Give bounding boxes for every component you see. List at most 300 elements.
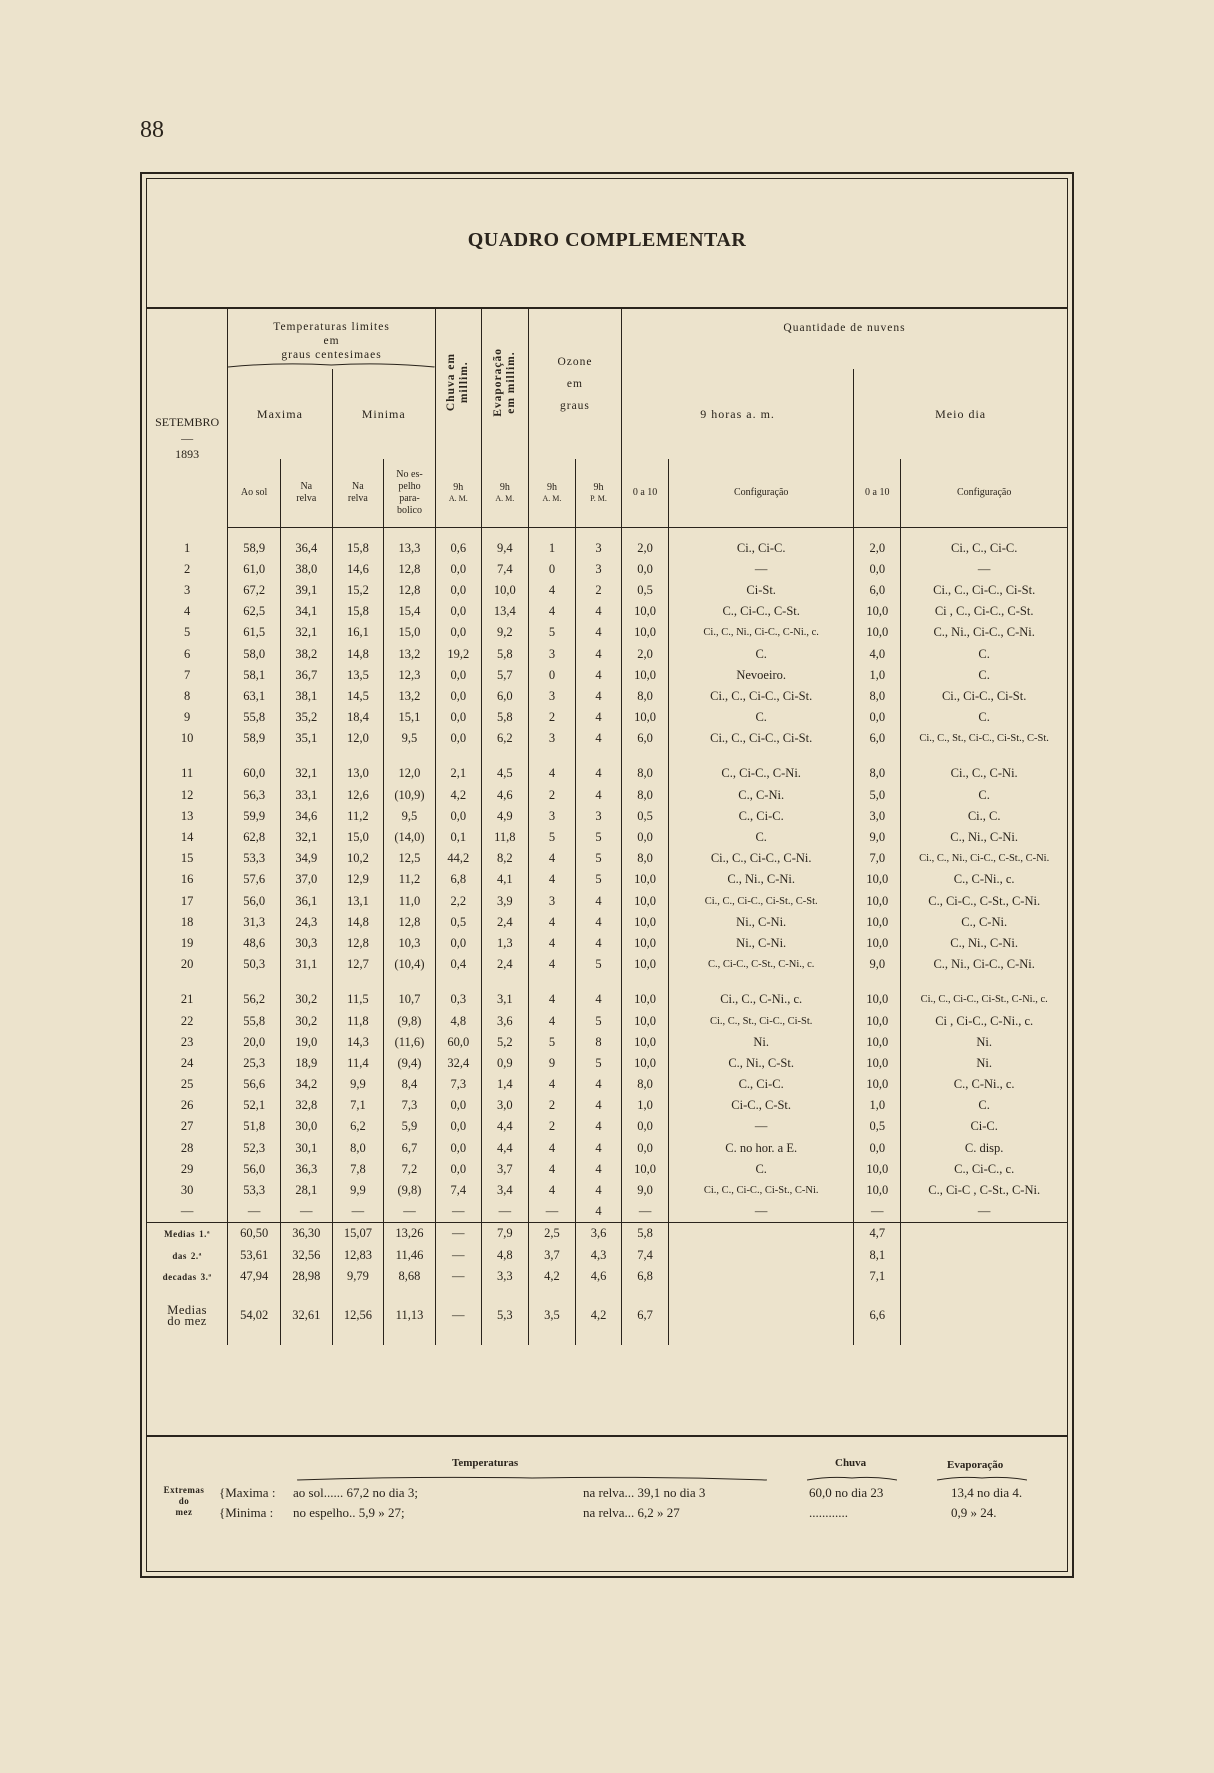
espelho-line-3: para- <box>399 492 420 504</box>
month-cell-ozone-pm: 4,2 <box>576 1301 622 1331</box>
cell-day: 20 <box>180 957 194 972</box>
cell-evaporacao: 3,9 <box>481 891 528 912</box>
gap-cell <box>901 749 1067 763</box>
cell-max-na-relva: 32,1 <box>280 827 332 848</box>
cell-min-espelho: 6,7 <box>384 1138 436 1159</box>
cell-nuvens-meio-dia: 10,0 <box>854 1159 901 1180</box>
cell-max-na-relva: 36,3 <box>280 1159 332 1180</box>
gap-cell <box>901 975 1067 989</box>
cell-nuvens-9h: 0,0 <box>622 827 669 848</box>
table-row <box>147 1010 1067 1031</box>
cell-ozone-pm: 5 <box>576 954 622 975</box>
cell-min-na-relva: 12,7 <box>332 954 384 975</box>
cell-min-na-relva: 13,1 <box>332 891 384 912</box>
cell-max-na-relva: 38,0 <box>280 559 332 580</box>
config-9h-header: Configuração <box>669 459 854 527</box>
gap-cell <box>228 975 281 989</box>
cell-max-ao-sol: 58,9 <box>228 728 281 749</box>
cell-min-espelho: 5,9 <box>384 1116 436 1137</box>
cell-config-meio-dia: — <box>901 559 1067 580</box>
cell-max-na-relva: 30,2 <box>280 989 332 1010</box>
cell-evaporacao: 13,4 <box>481 601 528 622</box>
cell-nuvens-9h: 1,0 <box>622 1095 669 1116</box>
meio-dia-header: Meio dia <box>854 369 1067 459</box>
table-row <box>147 827 1067 848</box>
cell-nuvens-meio-dia: 7,0 <box>854 848 901 869</box>
cell-day: 4 <box>184 604 191 619</box>
cell-min-espelho: 10,3 <box>384 933 436 954</box>
gap-cell <box>280 975 332 989</box>
cell-chuva: 60,0 <box>435 1032 481 1053</box>
gap-cell <box>147 1331 228 1345</box>
cell-min-espelho: 12,8 <box>384 580 436 601</box>
cell-max-ao-sol: 62,5 <box>228 601 281 622</box>
cell-config-meio-dia: Ci., C., St., Ci-C., Ci-St., C-St. <box>901 728 1067 749</box>
decade-average-row <box>147 1223 1067 1245</box>
table-row <box>147 954 1067 975</box>
cell-config-9h: C., C-Ni. <box>669 785 854 806</box>
cell-max-na-relva: 32,1 <box>280 622 332 643</box>
cell-nuvens-meio-dia: 6,0 <box>854 728 901 749</box>
title-box <box>147 179 1067 309</box>
cell-day: 23 <box>180 1034 194 1049</box>
cell-nuvens-meio-dia: 9,0 <box>854 954 901 975</box>
cell-config-9h: Ci., C., Ci-C., Ci-St. <box>669 728 854 749</box>
decade-number: 3.ª <box>200 1271 212 1282</box>
minima-label: {Minima : <box>219 1505 274 1520</box>
cell-ozone-pm: 5 <box>576 1010 622 1031</box>
espelho-header <box>384 459 436 527</box>
cell-max-na-relva: 38,2 <box>280 643 332 664</box>
cell-ozone-pm: 3 <box>576 538 622 559</box>
cell-nuvens-meio-dia: 10,0 <box>854 989 901 1010</box>
gap-cell <box>384 975 436 989</box>
cell-chuva: 0,0 <box>435 728 481 749</box>
cell-ozone-am: 3 <box>528 643 575 664</box>
minima-header: Minima <box>332 369 435 459</box>
cell-config-meio-dia: Ci., C., C-Ni. <box>901 763 1067 784</box>
evap-9h-header <box>481 459 528 527</box>
gap-cell <box>384 749 436 763</box>
cell-chuva: 0,0 <box>435 1159 481 1180</box>
cell-evaporacao: 1,3 <box>481 933 528 954</box>
year-label: 1893 <box>175 447 200 461</box>
minima-evap: 0,9 » 24. <box>951 1505 997 1520</box>
cell-config-9h: Ci., C., Ci-C., C-Ni. <box>669 848 854 869</box>
na-relva-max-line-1: Na <box>300 480 313 492</box>
cell-day: 24 <box>180 1055 194 1070</box>
cell-chuva: 19,2 <box>435 643 481 664</box>
cell-evaporacao: 4,9 <box>481 806 528 827</box>
cell-max-na-relva: 31,1 <box>280 954 332 975</box>
zero-dez-9h-header: 0 a 10 <box>622 459 669 527</box>
cell-chuva: 32,4 <box>435 1053 481 1074</box>
cell-config-meio-dia: Ci., C. <box>901 806 1067 827</box>
cell-ozone-am: 3 <box>528 806 575 827</box>
table-row <box>147 848 1067 869</box>
cell-min-espelho: (10,9) <box>384 785 436 806</box>
cell-nuvens-meio-dia: 10,0 <box>854 622 901 643</box>
summary-cell-ozone-pm: 4,3 <box>576 1245 622 1266</box>
table-row <box>147 1074 1067 1095</box>
cell-config-meio-dia: C. <box>901 643 1067 664</box>
cell-chuva: 0,6 <box>435 538 481 559</box>
cell-nuvens-9h: 9,0 <box>622 1180 669 1201</box>
cell-min-na-relva: 7,8 <box>332 1159 384 1180</box>
summary-cell-evaporacao: 3,3 <box>481 1266 528 1287</box>
cell-min-na-relva: 9,9 <box>332 1074 384 1095</box>
gap-cell <box>435 1331 481 1345</box>
cell-min-na-relva: 11,2 <box>332 806 384 827</box>
cell-day: 21 <box>180 992 194 1007</box>
cell-nuvens-meio-dia: 6,0 <box>854 580 901 601</box>
espelho-line-4: bolico <box>396 504 422 516</box>
cell-min-espelho: 11,0 <box>384 891 436 912</box>
cell-min-espelho: — <box>384 1201 436 1223</box>
cell-ozone-pm: 4 <box>576 1138 622 1159</box>
table-row <box>147 1180 1067 1201</box>
cell-day: 9 <box>184 710 191 725</box>
gap-cell <box>481 1331 528 1345</box>
summary-cell-ozone-pm: 3,6 <box>576 1223 622 1245</box>
cell-max-ao-sol: 61,5 <box>228 622 281 643</box>
gap-cell <box>280 749 332 763</box>
cell-config-9h: Ci., C., Ci-C., Ci-St., C-Ni. <box>669 1180 854 1201</box>
cell-nuvens-9h: 10,0 <box>622 989 669 1010</box>
decade-average-row <box>147 1266 1067 1287</box>
cell-ozone-pm: 5 <box>576 1053 622 1074</box>
decade-label-cell <box>147 1223 228 1245</box>
cell-nuvens-meio-dia: 1,0 <box>854 1095 901 1116</box>
cell-min-espelho: (9,4) <box>384 1053 436 1074</box>
cell-day: 1 <box>184 540 191 555</box>
cell-min-espelho: 13,2 <box>384 643 436 664</box>
medias-das-decadas-word: Medias <box>164 1229 196 1240</box>
summary-cell-chuva: — <box>435 1223 481 1245</box>
cell-ozone-am: 4 <box>528 1180 575 1201</box>
cell-min-na-relva: 10,2 <box>332 848 384 869</box>
cell-ozone-am: 4 <box>528 1159 575 1180</box>
cell-min-espelho: (9,8) <box>384 1180 436 1201</box>
spacer-cell <box>528 527 575 538</box>
cell-config-9h: Ni., C-Ni. <box>669 912 854 933</box>
cell-config-9h: Ci., C., Ni., Ci-C., C-Ni., c. <box>669 622 854 643</box>
cell-min-na-relva: 12,0 <box>332 728 384 749</box>
cell-day: 27 <box>180 1119 194 1134</box>
cell-nuvens-9h: 10,0 <box>622 912 669 933</box>
cell-max-na-relva: 37,0 <box>280 869 332 890</box>
gap-cell <box>228 749 281 763</box>
gap-cell <box>576 975 622 989</box>
cell-min-espelho: 7,2 <box>384 1159 436 1180</box>
cell-ozone-pm: 4 <box>576 1074 622 1095</box>
table-row <box>147 538 1067 559</box>
table-row <box>147 643 1067 664</box>
cell-day: 7 <box>184 667 191 682</box>
cell-day: 6 <box>184 646 191 661</box>
cell-max-ao-sol: 48,6 <box>228 933 281 954</box>
gap-cell <box>622 1331 669 1345</box>
cell-min-espelho: 12,8 <box>384 559 436 580</box>
gap-cell <box>147 749 228 763</box>
cell-ozone-pm: 4 <box>576 891 622 912</box>
cell-config-9h: C., Ci-C. <box>669 806 854 827</box>
ozone-am-label: A. M. <box>542 493 562 503</box>
cell-min-espelho: 13,3 <box>384 538 436 559</box>
cell-chuva: 6,8 <box>435 869 481 890</box>
cell-evaporacao: 2,4 <box>481 954 528 975</box>
zero-dez-meio-header: 0 a 10 <box>854 459 901 527</box>
summary-cell-max-na-relva: 36,30 <box>280 1223 332 1245</box>
cell-chuva: 0,0 <box>435 622 481 643</box>
cell-config-9h: C., Ci-C., C-Ni. <box>669 763 854 784</box>
table-row <box>147 622 1067 643</box>
gap-cell <box>669 749 854 763</box>
gap-cell <box>147 975 228 989</box>
summary-cell-config-9h <box>669 1266 854 1287</box>
espelho-line-1: No es- <box>396 468 423 480</box>
temperaturas-brace <box>297 1475 767 1481</box>
summary-cell-ozone-am: 4,2 <box>528 1266 575 1287</box>
summary-cell-config-meio-dia <box>901 1266 1067 1287</box>
cell-evaporacao: 9,4 <box>481 538 528 559</box>
summary-cell-max-ao-sol: 53,61 <box>228 1245 281 1266</box>
cell-config-9h: C. <box>669 1159 854 1180</box>
gap-cell <box>854 1287 901 1301</box>
ozone-header <box>528 309 621 459</box>
cell-day: 22 <box>180 1013 194 1028</box>
cell-ozone-pm: 4 <box>576 1095 622 1116</box>
spacer-cell <box>576 527 622 538</box>
cell-config-meio-dia: Ci , C., Ci-C., C-St. <box>901 601 1067 622</box>
summary-cell-nuvens-9h: 7,4 <box>622 1245 669 1266</box>
extremes-evaporacao-header: Evaporação <box>947 1459 1004 1471</box>
cell-day: 5 <box>184 625 191 640</box>
cell-day: 2 <box>184 561 191 576</box>
table-row <box>147 1201 1067 1223</box>
cell-max-ao-sol: 50,3 <box>228 954 281 975</box>
cell-config-meio-dia: Ci., Ci-C., Ci-St. <box>901 686 1067 707</box>
cell-ozone-pm: 3 <box>576 806 622 827</box>
cell-max-ao-sol: 63,1 <box>228 686 281 707</box>
chuva-brace <box>807 1475 897 1481</box>
cell-nuvens-9h: 10,0 <box>622 601 669 622</box>
cell-nuvens-meio-dia: 10,0 <box>854 1053 901 1074</box>
cell-ozone-am: 4 <box>528 1074 575 1095</box>
cell-max-na-relva: 34,6 <box>280 806 332 827</box>
cell-evaporacao: 5,7 <box>481 665 528 686</box>
summary-cell-min-espelho: 8,68 <box>384 1266 436 1287</box>
summary-cell-min-espelho: 11,46 <box>384 1245 436 1266</box>
cell-max-na-relva: 32,8 <box>280 1095 332 1116</box>
decade-gap <box>147 749 1067 763</box>
nuvens-header: Quantidade de nuvens <box>622 309 1067 369</box>
cell-nuvens-9h: 8,0 <box>622 1074 669 1095</box>
cell-nuvens-meio-dia: 5,0 <box>854 785 901 806</box>
cell-min-espelho: 12,0 <box>384 763 436 784</box>
month-cell-config-9h <box>669 1301 854 1331</box>
cell-chuva: 0,0 <box>435 665 481 686</box>
cell-day: 28 <box>180 1140 194 1155</box>
gap-cell <box>228 1331 281 1345</box>
cell-config-meio-dia: C. disp. <box>901 1138 1067 1159</box>
cell-config-9h: Ni. <box>669 1032 854 1053</box>
cell-min-na-relva: 7,1 <box>332 1095 384 1116</box>
table-row <box>147 1032 1067 1053</box>
table-row <box>147 891 1067 912</box>
na-relva-max-line-2: relva <box>296 492 317 504</box>
cell-min-espelho: 8,4 <box>384 1074 436 1095</box>
cell-day: 17 <box>180 893 194 908</box>
cell-chuva: 0,0 <box>435 686 481 707</box>
cell-ozone-am: 4 <box>528 763 575 784</box>
cell-max-na-relva: 24,3 <box>280 912 332 933</box>
cell-ozone-am: 4 <box>528 580 575 601</box>
cell-evaporacao: 2,4 <box>481 912 528 933</box>
cell-evaporacao: 11,8 <box>481 827 528 848</box>
summary-gap <box>147 1287 1067 1301</box>
cell-ozone-pm: 5 <box>576 848 622 869</box>
cell-config-9h: C., Ci-C., C-St. <box>669 601 854 622</box>
spacer-cell <box>280 527 332 538</box>
ozone-header-line-2: em <box>566 378 583 390</box>
ozone-header-line-1: Ozone <box>557 356 593 368</box>
cell-ozone-pm: 4 <box>576 1180 622 1201</box>
cell-evaporacao: 4,1 <box>481 869 528 890</box>
cell-config-meio-dia: Ni. <box>901 1032 1067 1053</box>
cell-day: 19 <box>180 935 194 950</box>
table-row <box>147 989 1067 1010</box>
gap-cell <box>528 1287 575 1301</box>
chuva-9h-header <box>435 459 481 527</box>
cell-evaporacao: 4,5 <box>481 763 528 784</box>
nove-horas-header: 9 horas a. m. <box>622 369 854 459</box>
gap-cell <box>669 975 854 989</box>
cell-nuvens-9h: 8,0 <box>622 785 669 806</box>
cell-ozone-am: 3 <box>528 686 575 707</box>
summary-cell-config-9h <box>669 1245 854 1266</box>
gap-cell <box>147 1287 228 1301</box>
gap-cell <box>280 1331 332 1345</box>
extremes-label-line-1: Extremas <box>163 1485 205 1495</box>
evaporacao-header-line-1: Evaporação <box>491 347 504 417</box>
cell-evaporacao: 6,2 <box>481 728 528 749</box>
table-row <box>147 601 1067 622</box>
cell-nuvens-meio-dia: 10,0 <box>854 1032 901 1053</box>
gap-cell <box>528 975 575 989</box>
cell-ozone-am: 5 <box>528 622 575 643</box>
evaporacao-header <box>481 309 528 459</box>
cell-ozone-am: 9 <box>528 1053 575 1074</box>
spacer-cell <box>384 527 436 538</box>
cell-nuvens-9h: 10,0 <box>622 665 669 686</box>
cell-max-ao-sol: — <box>228 1201 281 1223</box>
evaporacao-header-line-2: em millim. <box>504 350 517 414</box>
cell-config-meio-dia: C., C-Ni. <box>901 912 1067 933</box>
decade-gap <box>147 975 1067 989</box>
cell-day: 16 <box>180 872 194 887</box>
month-cell-nuvens-9h: 6,7 <box>622 1301 669 1331</box>
cell-chuva: 4,8 <box>435 1010 481 1031</box>
gap-cell <box>280 1287 332 1301</box>
cell-config-9h: Ci., Ci-C. <box>669 538 854 559</box>
cell-config-meio-dia: C., Ci-C., C-St., C-Ni. <box>901 891 1067 912</box>
cell-min-espelho: 15,0 <box>384 622 436 643</box>
chuva-header-line-1: Chuva em <box>445 352 458 412</box>
table-row <box>147 785 1067 806</box>
decade-number: 2.ª <box>190 1250 202 1261</box>
cell-config-9h: C. no hor. a E. <box>669 1138 854 1159</box>
cell-min-espelho: 15,1 <box>384 707 436 728</box>
maxima-label: {Maxima : <box>219 1485 276 1500</box>
gap-cell <box>384 1331 436 1345</box>
cell-nuvens-9h: 0,5 <box>622 580 669 601</box>
cell-config-9h: — <box>669 1116 854 1137</box>
decade-average-row <box>147 1245 1067 1266</box>
cell-chuva: — <box>435 1201 481 1223</box>
cell-chuva: 0,0 <box>435 1116 481 1137</box>
ozone-header-line-3: graus <box>560 400 590 412</box>
decade-label-cell <box>147 1266 228 1287</box>
cell-nuvens-9h: 10,0 <box>622 869 669 890</box>
gap-cell <box>854 749 901 763</box>
na-relva-min-line-1: Na <box>352 480 364 492</box>
cell-config-meio-dia: — <box>901 1201 1067 1223</box>
table-row <box>147 912 1067 933</box>
temp-group-line-3: graus centesimaes <box>281 349 382 361</box>
extremes-chuva-header: Chuva <box>835 1457 867 1469</box>
cell-evaporacao: 9,2 <box>481 622 528 643</box>
cell-nuvens-9h: 8,0 <box>622 686 669 707</box>
cell-nuvens-9h: 0,0 <box>622 559 669 580</box>
gap-cell <box>228 1287 281 1301</box>
cell-max-ao-sol: 56,2 <box>228 989 281 1010</box>
cell-nuvens-meio-dia: 8,0 <box>854 763 901 784</box>
cell-day: 12 <box>180 787 194 802</box>
cell-min-na-relva: 12,9 <box>332 869 384 890</box>
cell-max-ao-sol: 25,3 <box>228 1053 281 1074</box>
gap-cell <box>332 1331 384 1345</box>
cell-config-meio-dia: Ci., C., Ci-C. <box>901 538 1067 559</box>
cell-nuvens-9h: 10,0 <box>622 622 669 643</box>
spacer-row <box>147 527 1067 538</box>
spacer-cell <box>481 527 528 538</box>
cell-chuva: 7,4 <box>435 1180 481 1201</box>
cell-min-na-relva: 14,3 <box>332 1032 384 1053</box>
cell-min-na-relva: 14,8 <box>332 912 384 933</box>
cell-nuvens-9h: 10,0 <box>622 933 669 954</box>
spacer-cell <box>901 527 1067 538</box>
summary-cell-chuva: — <box>435 1245 481 1266</box>
maxima-header: Maxima <box>228 369 332 459</box>
summary-cell-nuvens-meio-dia: 7,1 <box>854 1266 901 1287</box>
cell-max-na-relva: 34,9 <box>280 848 332 869</box>
cell-config-9h: C. <box>669 643 854 664</box>
gap-cell <box>435 975 481 989</box>
extremes-temperaturas-header: Temperaturas <box>452 1457 519 1469</box>
cell-evaporacao: 10,0 <box>481 580 528 601</box>
cell-min-espelho: 9,5 <box>384 728 436 749</box>
month-cell-max-ao-sol: 54,02 <box>228 1301 281 1331</box>
cell-min-espelho: 11,2 <box>384 869 436 890</box>
table-row <box>147 869 1067 890</box>
cell-max-ao-sol: 31,3 <box>228 912 281 933</box>
cell-min-espelho: 12,3 <box>384 665 436 686</box>
cell-ozone-pm: 4 <box>576 785 622 806</box>
chuva-header-line-2: millim. <box>458 361 471 403</box>
cell-max-ao-sol: 58,1 <box>228 665 281 686</box>
spacer-cell <box>622 527 669 538</box>
